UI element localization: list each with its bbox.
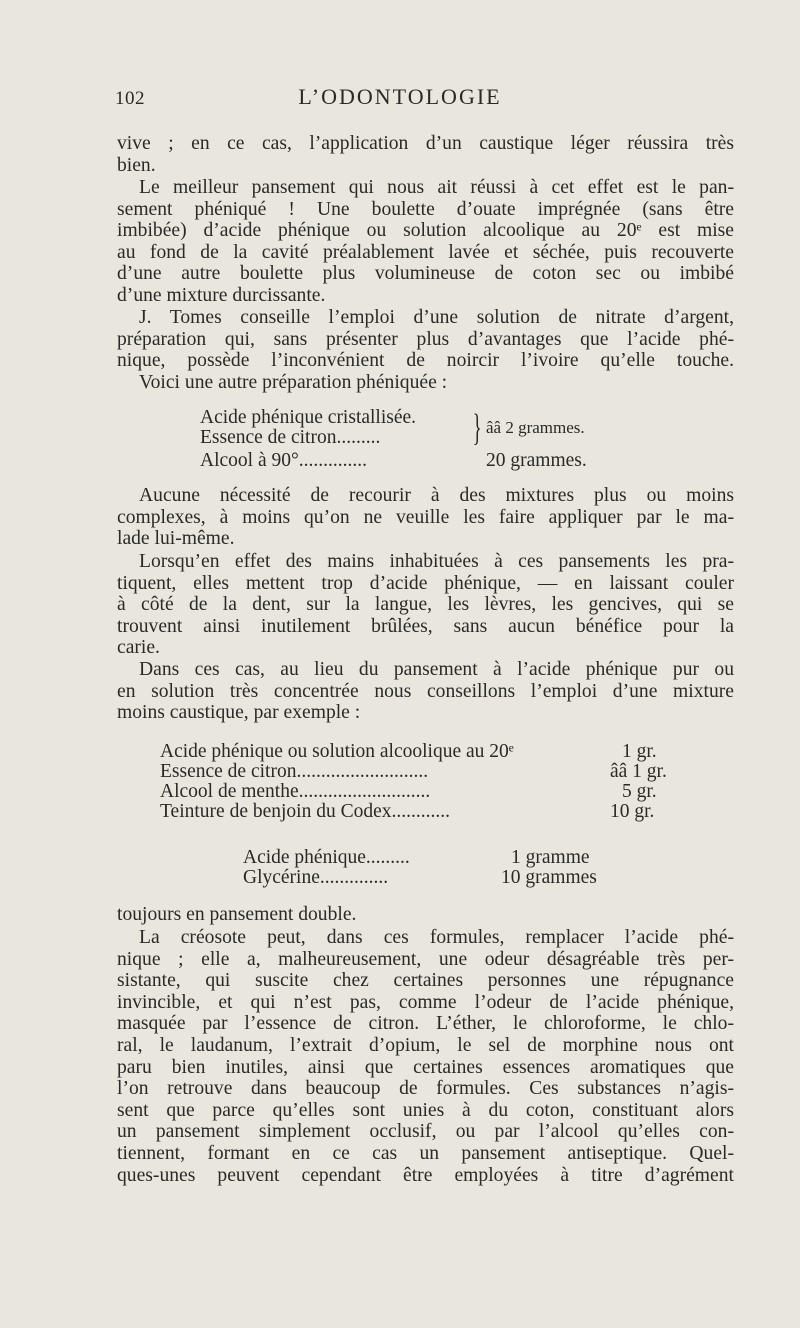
paragraph-5: [117, 485, 734, 550]
text-line: sistante, qui suscite chez certaines personnes une répugnance: [117, 970, 734, 992]
text-line: tiennent, formant en ce cas un pansement antiseptique. Quel-: [117, 1142, 734, 1164]
formula-row: [160, 802, 680, 822]
paragraph-8: [117, 904, 734, 926]
text-line: Dans ces cas, au lieu du pansement à l’acide phénique pur ou: [139, 659, 734, 680]
ingredient-quantity: 5 gr.: [622, 781, 657, 802]
text-line: Lorsqu’en effet des mains inhabituées à ces pansements les pra-: [139, 551, 734, 572]
formula-row: [160, 742, 680, 762]
running-title: L’ODONTOLOGIE: [298, 84, 502, 109]
ingredient-name: Acide phénique ou solution alcoolique au 20ᵉ: [160, 741, 514, 762]
text-line: carie.: [117, 637, 160, 659]
text-line: La créosote peut, dans ces formules, remplacer l’acide phé-: [139, 927, 734, 948]
text-line: sent que parce qu’elles sont unies à du coton, constituant alors: [117, 1099, 734, 1121]
paragraph-4: [117, 372, 734, 394]
formula-row: [243, 848, 643, 868]
text-line: Le meilleur pansement qui nous ait réussi à cet effet est le pan-: [139, 177, 734, 198]
text-line: complexes, à moins qu’on ne veuille les faire appliquer par le ma-: [117, 506, 734, 528]
text-line: ral, le laudanum, l’extrait d’opium, le sel de morphine nous ont: [117, 1034, 734, 1056]
text-line: toujours en pansement double.: [117, 904, 357, 925]
formula-row: [243, 868, 643, 888]
text-line: bien.: [117, 154, 156, 176]
ingredient-quantity: ââ 1 gr.: [610, 761, 667, 782]
text-line: imbibée) d’acide phénique ou solution alcoolique au 20ᵉ est mise: [117, 220, 734, 242]
text-line: trouvent ainsi inutilement brûlées, sans aucun bénéfice pour la: [117, 615, 734, 637]
text-line: nique, possède l’inconvénient de noircir l’ivoire qu’elle touche.: [117, 350, 734, 372]
formula-row: [160, 762, 680, 782]
ingredient-quantity: 10 gr.: [610, 801, 655, 822]
text-line: ques-unes peuvent cependant être employées à titre d’agrément: [117, 1164, 734, 1186]
text-line: à côté de la dent, sur la langue, les lèvres, les gencives, qui se: [117, 594, 734, 616]
text-line: vive ; en ce cas, l’application d’un caustique léger réussira très: [117, 133, 734, 154]
ingredient-quantity: 1 gramme: [511, 847, 590, 868]
text-line: invincible, et qui n’est pas, comme l’odeur de l’acide phénique,: [117, 991, 734, 1013]
text-line: masquée par l’essence de citron. L’éther, le chloroforme, le chlo-: [117, 1013, 734, 1035]
paragraph-7: [117, 659, 734, 724]
ingredient-quantity: ââ 2 grammes.: [486, 418, 585, 437]
text-line: Aucune nécessité de recourir à des mixtures plus ou moins: [139, 485, 734, 506]
text-line: nique ; elle a, malheureusement, une odeur désagréable très per-: [117, 948, 734, 970]
paragraph-1: [117, 133, 734, 176]
ingredient-quantity: 10 grammes: [501, 867, 597, 888]
text-line: d’une mixture durcissante.: [117, 284, 326, 306]
formula-2: [160, 742, 680, 822]
page-number: 102: [115, 88, 145, 109]
ingredient-quantity: 20 grammes.: [486, 450, 587, 471]
text-line: lade lui-même.: [117, 528, 235, 550]
text-line: l’on retrouve dans beaucoup de formules. Ces substances n’agis-: [117, 1078, 734, 1100]
ingredient-name: Acide phénique cristallisée.: [200, 407, 417, 428]
text-line: d’une autre boulette plus volumineuse de coton sec ou imbibé: [117, 263, 734, 285]
text-line: Voici une autre préparation phéniquée :: [139, 372, 448, 393]
ingredient-quantity: 1 gr.: [622, 741, 657, 762]
text-line: sement phéniqué ! Une boulette d’ouate imprégnée (sans être: [117, 198, 734, 220]
brace-icon: }: [472, 407, 482, 449]
formula-row: [160, 782, 680, 802]
paragraph-3: [117, 307, 734, 372]
ingredient-name: Alcool de menthe...........................: [160, 781, 431, 802]
text-line: préparation qui, sans présenter plus d’avantages que l’acide phé-: [117, 328, 734, 350]
ingredient-name: Essence de citron...........................: [160, 761, 429, 782]
text-line: tiquent, elles mettent trop d’acide phénique, — en laissant couler: [117, 572, 734, 594]
ingredient-name: Teinture de benjoin du Codex............: [160, 801, 450, 822]
text-line: un pansement simplement occlusif, ou par l’alcool qu’elles con-: [117, 1121, 734, 1143]
ingredient-name: Acide phénique.........: [243, 847, 410, 868]
formula-3: [243, 848, 643, 888]
ingredient-name: Essence de citron.........: [200, 427, 381, 448]
formula-1: [200, 408, 630, 471]
text-line: moins caustique, par exemple :: [117, 702, 361, 724]
paragraph-9: [117, 927, 734, 1186]
paragraph-2: [117, 177, 734, 307]
text-line: J. Tomes conseille l’emploi d’une solution de nitrate d’argent,: [139, 307, 734, 328]
formula-row: [200, 451, 630, 471]
text-line: en solution très concentrée nous conseillons l’emploi d’une mixture: [117, 680, 734, 702]
text-line: au fond de la cavité préalablement lavée et séchée, puis recouverte: [117, 241, 734, 263]
ingredient-name: Alcool à 90°..............: [200, 450, 368, 471]
text-line: paru bien inutiles, ainsi que certaines essences aromatiques que: [117, 1056, 734, 1078]
paragraph-6: [117, 551, 734, 659]
ingredient-name: Glycérine..............: [243, 867, 389, 888]
